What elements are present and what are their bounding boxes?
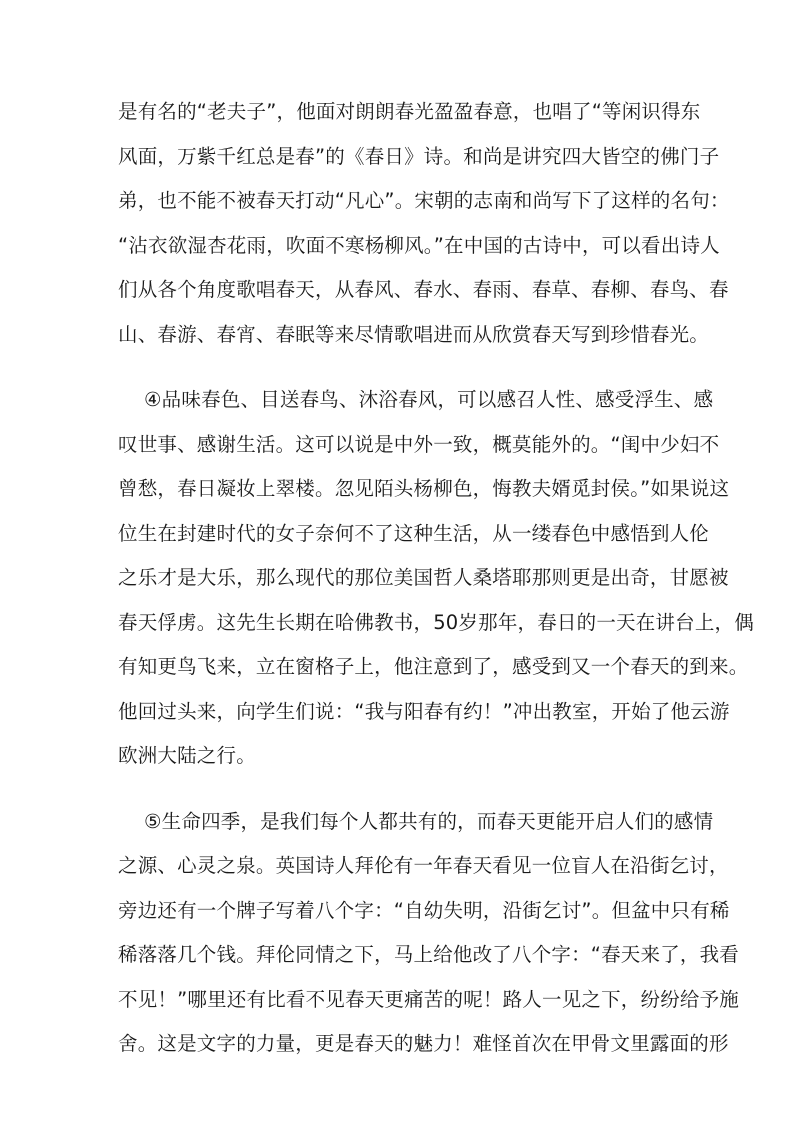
- text-line: 春天俘虏。这先生长期在哈佛教书，50岁那年，春日的一天在讲台上，偶: [118, 610, 754, 634]
- text-line: 他回过头来，向学生们说：“我与阳春有约！”冲出教室，开始了他云游: [118, 699, 730, 723]
- paragraph-1: [118, 90, 730, 357]
- text-line: 曾愁，春日凝妆上翠楼。忽见陌头杨柳色，悔教夫婿觅封侯。”如果说这: [118, 477, 730, 500]
- text-line: 弟，也不能不被春天打动“凡心”。宋朝的志南和尚写下了这样的名句：: [118, 189, 730, 212]
- text-line: 们从各个角度歌唱春天，从春风、春水、春雨、春草、春柳、春鸟、春: [118, 278, 729, 301]
- paragraph-5: [118, 800, 740, 1067]
- text-line: 舍。这是文字的力量，更是春天的魅力！难怪首次在甲骨文里露面的形: [118, 1032, 729, 1055]
- text-line: 之乐才是大乐，那么现代的那位美国哲人桑塔耶那则更是出奇，甘愿被: [118, 566, 729, 589]
- text-line: “沾衣欲湿杏花雨，吹面不寒杨柳风。”在中国的古诗中，可以看出诗人: [118, 233, 720, 257]
- text-line: 风面，万紫千红总是春”的《春日》诗。和尚是讲究四大皆空的佛门子: [118, 144, 720, 168]
- paragraph-4: [118, 378, 754, 779]
- text-line: 不见！”哪里还有比看不见春天更痛苦的呢！路人一见之下，纷纷给予施: [118, 987, 740, 1011]
- text-line: 山、春游、春宵、春眠等来尽情歌唱进而从欣赏春天写到珍惜春光。: [118, 322, 710, 346]
- text-line: 欧洲大陆之行。: [118, 744, 256, 767]
- text-line: 是有名的“老夫子”，他面对朗朗春光盈盈春意，也唱了“等闲识得东: [118, 100, 701, 123]
- text-line: 稀落落几个钱。拜伦同情之下，马上给他改了八个字：“春天来了，我看: [118, 943, 740, 966]
- text-line: ④品味春色、目送春鸟、沐浴春风，可以感召人性、感受浮生、感: [144, 388, 714, 411]
- text-line: 叹世事、感谢生活。这可以说是中外一致，概莫能外的。“闺中少妇不: [118, 432, 720, 456]
- text-line: 之源、心灵之泉。英国诗人拜伦有一年春天看见一位盲人在沿街乞讨，: [118, 854, 729, 877]
- document-body: [118, 90, 754, 1088]
- text-line: ⑤生命四季，是我们每个人都共有的，而春天更能开启人们的感情: [144, 809, 714, 833]
- text-line: 有知更鸟飞来，立在窗格子上，他注意到了，感受到又一个春天的到来。: [118, 655, 749, 678]
- text-line: 位生在封建时代的女子奈何不了这种生活，从一缕春色中感悟到人伦: [118, 521, 710, 545]
- text-line: 旁边还有一个牌子写着八个字：“自幼失明，沿街乞讨”。但盆中只有稀: [118, 898, 730, 922]
